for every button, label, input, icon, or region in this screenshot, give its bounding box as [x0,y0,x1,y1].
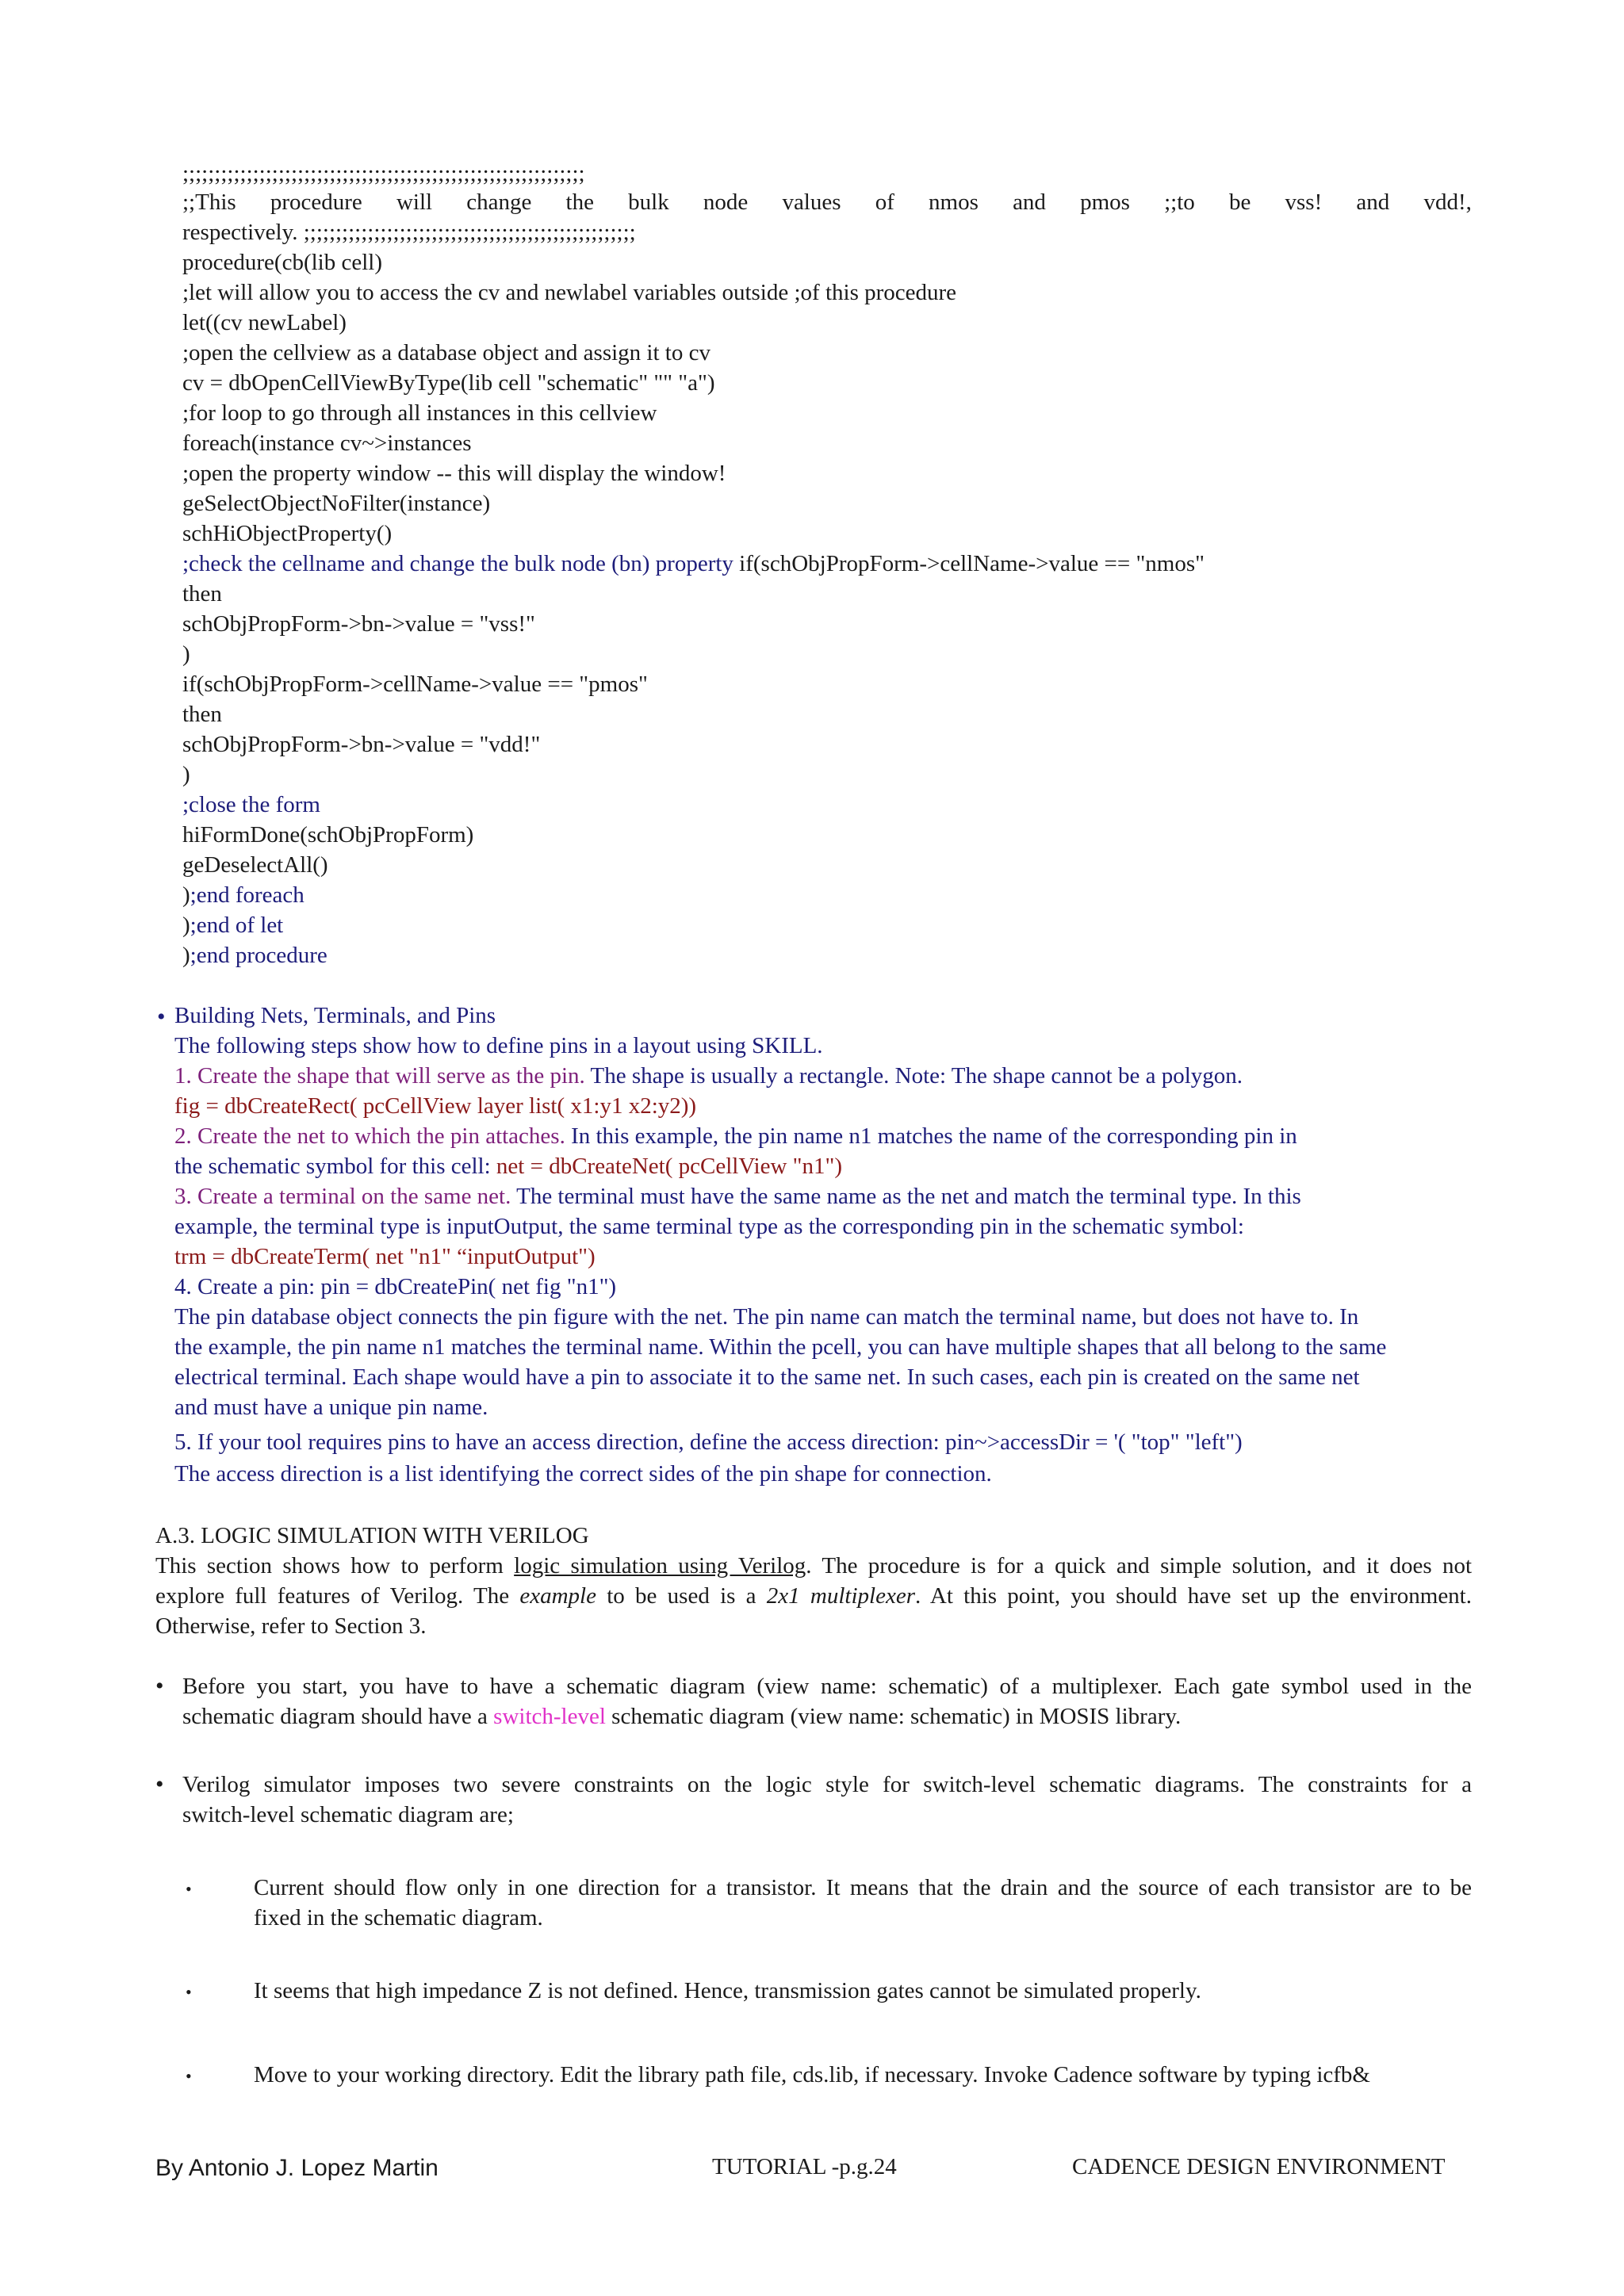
step-text: The terminal must have the same name as the net and match the terminal type. In this [511,1184,1301,1209]
pins-step-4: 4. Create a pin: pin = dbCreatePin( net fig "n1") [174,1274,617,1299]
bullet-icon: • [186,1879,192,1899]
pins-intro: The following steps show how to define pins in a layout using SKILL. [174,1033,823,1058]
para-text: schematic diagram should have a [182,1704,494,1729]
code-text: if(schObjPropForm->cellName->value == "nmos" [733,551,1205,576]
code-header-word: of [875,189,894,215]
code-comment: ;end of let [190,913,284,938]
pins-step-3-code: trm = dbCreateTerm( net "n1" “inputOutput") [174,1244,596,1269]
code-header-word: be [1228,189,1251,215]
code-header-word: and [1356,189,1390,215]
bullet-text: Before you start, you have to have a schematic diagram (view name: schematic) of a multiplexer. Each gate symbol used in the [182,1674,1472,1699]
section-heading-pins: Building Nets, Terminals, and Pins [174,1003,496,1028]
code-header-word: nmos [929,189,979,215]
pins-step-1-code: fig = dbCreateRect( pcCellView layer list( x1:y1 x2:y2)) [174,1093,697,1119]
code-header-word: ;;This [182,189,236,215]
code-line: ;let will allow you to access the cv and newlabel variables outside ;of this procedure [182,280,957,305]
switch-level-highlight: switch-level [493,1704,606,1729]
logic-simulation-link[interactable]: logic simulation using Verilog [514,1553,806,1578]
footer-page-number: TUTORIAL -p.g.24 [712,2154,897,2179]
code-header-word: bulk [628,189,669,215]
step-text: the schematic symbol for this cell: [174,1154,496,1179]
pins-step-2 [174,1121,1297,1151]
sub-bullet-text-cont: fixed in the schematic diagram. [254,1905,543,1931]
code-line: geSelectObjectNoFilter(instance) [182,491,491,516]
code-line: foreach(instance cv~>instances [182,430,472,456]
code-line: ;open the property window -- this will display the window! [182,461,726,486]
code-line: schHiObjectProperty() [182,521,393,546]
bullet-text-cont [182,1701,1181,1732]
footer-author: By Antonio J. Lopez Martin [155,2155,439,2181]
bullet-icon: • [186,2066,192,2086]
code-header-word: and [1013,189,1046,215]
code-header-words [182,187,1472,217]
code-header-word: vss! [1285,189,1323,215]
pins-step-1 [174,1061,1243,1091]
bullet-text-cont: switch-level schematic diagram are; [182,1802,514,1827]
para-emphasis: 2x1 multiplexer [766,1583,915,1609]
verilog-para-line [155,1581,1472,1611]
code-line: geDeselectAll() [182,852,328,878]
code-line: respectively. ;;;;;;;;;;;;;;;;;;;;;;;;;;;;;;;;;;;;;;;;;;;;;;;;;;;; [182,220,636,245]
step-label: 2. Create the net to which the pin attaches. [174,1123,565,1149]
code-line: hiFormDone(schObjPropForm) [182,822,474,848]
code-line: then [182,581,222,607]
bullet-icon: • [157,1004,166,1030]
code-comment: ;check the cellname and change the bulk node (bn) property [182,551,733,576]
code-end-line [182,880,304,910]
step-text: In this example, the pin name n1 matches the name of the corresponding pin in [565,1123,1297,1149]
para-text: schematic diagram (view name: schematic) in MOSIS library. [605,1704,1182,1729]
code-end-line [182,940,327,970]
verilog-para-line: Otherwise, refer to Section 3. [155,1613,427,1639]
sub-bullet-text: Current should flow only in one direction for a transistor. It means that the drain and the source of each transistor are to be [254,1875,1472,1900]
code-comment: ;end foreach [190,882,304,908]
pins-step-5-desc: The access direction is a list identifying the correct sides of the pin shape for connection. [174,1461,992,1487]
pins-step-4-para: The pin database object connects the pin figure with the net. The pin name can match the terminal name, but does not have to. In [174,1304,1359,1330]
para-text: This section shows how to perform [155,1553,515,1578]
code-paren: ) [182,882,190,908]
code-header-word: node [703,189,749,215]
code-header-word: change [466,189,532,215]
bullet-icon: • [186,1982,192,2002]
pins-step-4-para: and must have a unique pin name. [174,1395,488,1420]
code-line: ;for loop to go through all instances in this cellview [182,400,657,426]
code-paren: ) [182,943,190,968]
step-code: net = dbCreateNet( pcCellView "n1") [496,1154,842,1179]
code-line: ) [182,762,190,787]
code-line: let((cv newLabel) [182,310,347,335]
code-header-word: will [396,189,433,215]
code-line: schObjPropForm->bn->value = "vdd!" [182,732,541,757]
code-header-word: ;;to [1164,189,1195,215]
pins-step-4-para: the example, the pin name n1 matches the terminal name. Within the pcell, you can have multiple shapes that all belong to the same [174,1334,1387,1360]
code-header-word: the [565,189,594,215]
pins-step-5: 5. If your tool requires pins to have an access direction, define the access direction: pin~>accessDir = '( "top" "left") [174,1429,1243,1455]
code-header-word: vdd!, [1423,189,1472,215]
verilog-para-line [155,1551,1472,1581]
step-label: 3. Create a terminal on the same net. [174,1184,511,1209]
sub-bullet-text: Move to your working directory. Edit the library path file, cds.lib, if necessary. Invoke Cadence software by typing icfb& [254,2062,1370,2087]
footer-title: CADENCE DESIGN ENVIRONMENT [1072,2154,1446,2179]
code-line: ;open the cellview as a database object and assign it to cv [182,340,710,365]
para-emphasis: example [519,1583,596,1609]
code-end-line [182,910,283,940]
pins-step-2-cont [174,1151,842,1181]
code-comment: ;end procedure [190,943,327,968]
code-line: then [182,702,222,727]
para-text: . The procedure is for a quick and simple solution, and it does not [806,1553,1472,1578]
step-label: 1. Create the shape that will serve as the pin. [174,1063,585,1089]
pins-step-3-cont: example, the terminal type is inputOutput, the same terminal type as the corresponding pin in the schematic symbol: [174,1214,1244,1239]
step-text: The shape is usually a rectangle. Note: The shape cannot be a polygon. [584,1063,1243,1089]
bullet-icon: • [155,1673,164,1699]
code-line: ;;;;;;;;;;;;;;;;;;;;;;;;;;;;;;;;;;;;;;;;;;;;;;;;;;;;;;;;;;;;;;; [182,161,585,186]
code-paren: ) [182,913,190,938]
code-comment-line: ;close the form [182,792,320,817]
code-line: cv = dbOpenCellViewByType(lib cell "schematic" "" "a") [182,370,715,396]
code-line: schObjPropForm->bn->value = "vss!" [182,611,535,637]
code-header-word: pmos [1080,189,1130,215]
code-header-word: values [782,189,841,215]
code-line-check [182,549,1205,579]
para-text: . At this point, you should have set up the environment. [915,1583,1472,1609]
code-line: ) [182,641,190,667]
bullet-text: Verilog simulator imposes two severe constraints on the logic style for switch-level schematic diagrams. The constraints for a [182,1772,1472,1797]
code-header-line [182,187,1472,217]
section-heading-verilog: A.3. LOGIC SIMULATION WITH VERILOG [155,1523,589,1548]
code-header-word: procedure [270,189,362,215]
para-text: explore full features of Verilog. The [155,1583,520,1609]
code-line: if(schObjPropForm->cellName->value == "pmos" [182,672,648,697]
para-text: to be used is a [596,1583,767,1609]
sub-bullet-text: It seems that high impedance Z is not defined. Hence, transmission gates cannot be simulated properly. [254,1978,1201,2003]
pins-step-3 [174,1181,1301,1211]
bullet-icon: • [155,1771,164,1797]
pins-step-4-para: electrical terminal. Each shape would have a pin to associate it to the same net. In such cases, each pin is created on the same net [174,1364,1360,1390]
code-line: procedure(cb(lib cell) [182,250,382,275]
